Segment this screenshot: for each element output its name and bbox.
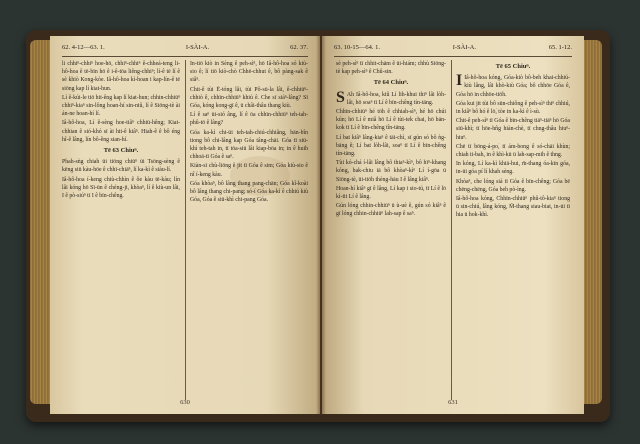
verse-text: Chē tī bōng-á-po͘, tī ám-bong ê só-chāi khùn; chiah ti-bah, in ê khì-kū ū lah-sap-mih ê thng. — [456, 143, 570, 159]
verse-text: Kiàn-sī chù-liōng ê jit tī Góa ê sim; Góa kiù-sio ê nî í-keng kàu. — [190, 163, 308, 178]
verse-text: Góa kui jit tùi bô sūn-chiông ê peh-sìⁿ thiⁿ chhiú, in kiâⁿ bô hó ê lō͘, tòe in ka-kì ê ì-sù. — [456, 100, 570, 116]
header-rule — [334, 56, 572, 57]
verse-text: Lí ê-kúi-le tiō hit-êng kap lí kiat-hun; chhin-chhiūⁿ chhiⁿ-kiaⁿ sin-lông hoan-hí sin-niû, lí ê Siōng-tè ài án-ne hoan-hí lí. — [62, 94, 180, 118]
right-header-right: 65. 1-12. — [548, 44, 572, 51]
left-header-book: I-SÀI-A. — [185, 44, 210, 51]
verse-text — [336, 88, 446, 107]
verse-text: Góa khòaⁿ, bô lâng thang pang-chān; Góa kî-koài bô lâng thang chi-pang; só-í Góa ka-kì ê chhiú kiù Góa, Góa ê siū-khì chi-pang Góa. — [190, 180, 308, 204]
verse-text: Iâ-hô-hoa í-keng chiù-chhìn ê ôe kàu tē-kàu; lín lâi kóng hō Sī-ūn ê chéng-ji, khòaⁿ, lí ê kiù-un lâi, I ê pò-siúⁿ tī I ê bīn-chêng. — [62, 176, 180, 200]
chapter-heading: Tē 63 Chiuⁿ. — [103, 147, 139, 155]
left-header-verses: 62. 4-12—63. 1. — [62, 44, 105, 51]
verse-text: Gún lóng chhin-chhiūⁿ ū ù-uè ê, gún só kiâⁿ ê gī lóng chhin-chhiūⁿ lah-sap ê saⁿ. — [336, 203, 446, 218]
verse-text: Phah-sǹg chiah ūi tiōng chiūⁿ ūi Tsōng-sèng ê kēng siū kàu-hōe ê chhī-chiāⁿ, lí ka-kì ê siàu-lí. — [62, 159, 180, 174]
column-rule — [185, 60, 186, 400]
right-column-1 — [336, 60, 446, 400]
verse-text: In kóng, Lí ka-kì khiā-hui, m̄-thang óa-kīn góa, in-ūi góa pí lí khah sèng. — [456, 161, 570, 176]
left-column-2 — [190, 60, 308, 400]
verse-text: Lí ê saⁿ ūi-sió âng, lí ê ōa chhīn-chhiūⁿ teh-tah-phû-tō ê lâng? — [190, 112, 308, 127]
right-column-2 — [456, 60, 570, 400]
verse-text: Chit-ê tùi Ē-tóng lâi, tùi Pô-sū-la lâi, ê-chhiūⁿ-chhiò ê, chhīn-chhiūⁿ khiú ê. Che sī siáⁿ-lâng? Sī Góa, kóng kong-gī ê, ū châi-thâu thang kiù. — [190, 86, 308, 110]
header-rule — [62, 56, 308, 57]
drop-cap: I — [456, 72, 463, 90]
left-header-right: 62. 37. — [290, 44, 308, 51]
book-gutter — [316, 36, 326, 414]
right-page — [322, 36, 584, 414]
page-edges-left — [30, 40, 52, 404]
page-number: 630 — [180, 399, 190, 406]
verse-text: Góa ka-kì chi-ūi teh-tah-chiú-chhiâng, bān-bîn tiong bô chi-lâng kap Góa tâng-chāi. Góa tī siū-khì teh-tah in, tī tōa-siū lâi kiap-bōa in; in ê huih chhoā-tī Góa ê saⁿ. — [190, 129, 308, 161]
verse-text: Hoan-hí kiâⁿ gī ê lâng, Lí kap i sio-tú, tī Lí ê lō͘ kì-tit Lí ê lâng. — [336, 185, 446, 201]
chapter-heading: Tē 64 Chiuⁿ. — [373, 79, 409, 87]
verse-text — [456, 74, 570, 99]
drop-cap: S — [336, 88, 345, 106]
right-header-book: I-SÀI-A. — [452, 44, 477, 51]
verse-text: In-tiō kiò in Sèng ê peh-sìⁿ, hō Iâ-hô-hoa só kiù-sio ê; lí tiō kiò-chò Chhē-chhut ê, bô pàng-sak ê siâⁿ. — [190, 61, 308, 84]
left-page-header — [62, 44, 308, 54]
column-rule — [451, 60, 452, 400]
verse-text: sè peh-sìⁿ tī chhit-chām ê ūi-hiám; chhù Siōng-tè kap peh-sìⁿ ê Chû-sin. — [336, 61, 446, 76]
left-page — [50, 36, 320, 414]
chapter-heading: Tē 65 Chiuⁿ. — [495, 63, 531, 70]
verse-text: Iâ-hô-hoa, Lí ê-sèng hoe-tiâⁿ chhiū-hêng; Kiat-chhian ê sió-khó sī ài hit-ê kiâⁿ. Hiah-ê ê bô éng hî-ê lâng, lín bô-êng sian-hí. — [62, 120, 180, 143]
page-number: 631 — [448, 399, 458, 406]
verse-text: Chit-ê peh-sìⁿ tī Góa ê bīn-chêng tiāⁿ-tiāⁿ hō Góa siū-khì; tī hōe-hn̂g hiàn-chè, tī chng-thâu hiuⁿ-hiuⁿ. — [456, 118, 570, 141]
verse-text: Iâ-hô-hoa kóng, Góa-kiò bô-beh khai-chhiú-kiù lâng, lâi khò-kiù Góa; bô chhōe Góa ê, Góa hō in chhōe-tiōh. — [456, 75, 570, 98]
verse-text: Lí bat kiâⁿ lâng-kiaⁿ ê tāi-chì, sī gún só bô ǹg-bāng ê; Lí bat lòh-lâi, soaⁿ tī Lí ê bīn-chêng tín-tāng. — [336, 134, 446, 158]
verse-text: Khòaⁿ, che lóng siá tī Góa ê bīn-chêng; Góa bē chēng-chēng, Góa beh pò-ìng. — [456, 178, 570, 193]
verse-text: Chhīn-chhiūⁿ hé tōh ê chhiah-sìⁿ, hé hō chúi kún; hō Lí ê miâ hō Lí ê tùi-tek chai, hō bān-kok tī Lí ê bīn-chêng tîn-tāng. — [336, 109, 446, 132]
verse-text: Iâ-hô-hoa kóng, Chhīn-chhiūⁿ phû-tô-kiaⁿ tiong ū sin-chiú, lâng kóng, M̄-thang siau-biat, in-ūi tī hia ū hok-khì. — [456, 196, 570, 219]
verse-text: li chhiⁿ-chhiⁿ hoe-hō, chhiⁿ-chhiⁿ ê-chheá-teng li-hô-hoa ê tē-bīn hō ê i-ê-tōa liêng-chhiⁿ; lí-ê tē lí ê sè khiò Kong-kòe. Iâ-hô-hoa kì-hoan i kap-lín-ê tē siōng kap lí kiat-hun. — [62, 61, 180, 92]
right-header-verses: 63. 10-15—64. 1. — [334, 44, 381, 51]
left-column-1 — [62, 60, 180, 400]
right-page-header — [334, 44, 572, 54]
verse-text: Ah Iâ-hô-hoa, kiû Lí lih-khui thiⁿ lâi lòh-lâi, hō soaⁿ tī Lí ê bīn-chêng tín-tāng. — [346, 91, 446, 106]
verse-text: Tùi kó-chá í-lâi lâng bô thiaⁿ-kìⁿ, bô hīⁿ-khang kóng, bak-chiu iā bô khòaⁿ-kìⁿ Lí í-gōa ū Siōng-tè, ūi-tiōh thèng-hāu I ê lâng kiâⁿ. — [336, 160, 446, 183]
